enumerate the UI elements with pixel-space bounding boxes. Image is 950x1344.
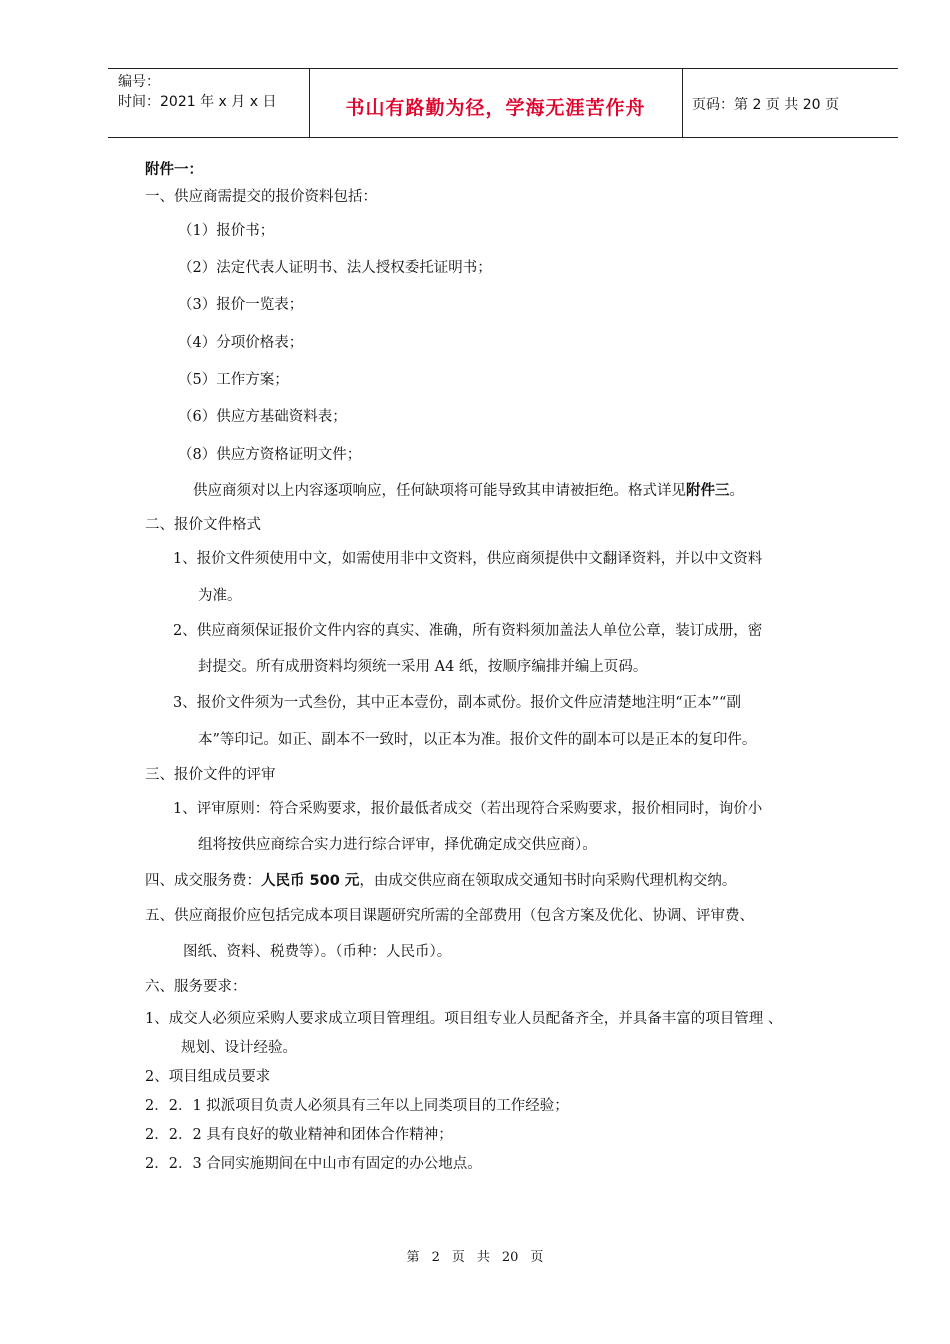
footer-total-word: 共 bbox=[476, 1250, 490, 1265]
section-2-title: 二、报价文件格式 bbox=[145, 517, 261, 533]
section-1-note bbox=[193, 481, 744, 501]
section-5-line: 图纸、资料、税费等）。（币种：人民币）。 bbox=[183, 944, 452, 960]
section-4 bbox=[145, 871, 736, 891]
list-item: （3）报价一览表； bbox=[178, 297, 304, 313]
paragraph-line: 2．2．3 合同实施期间在中山市有固定的办公地点。 bbox=[145, 1156, 482, 1172]
header-left-cell bbox=[108, 69, 310, 137]
footer-page-word-3: 页 bbox=[530, 1250, 544, 1265]
paragraph-line: 1、成交人必须应采购人要求成立项目管理组。项目组专业人员配备齐全，并具备丰富的项目管理 、 bbox=[145, 1011, 783, 1027]
paragraph-line: 封提交。所有成册资料均须统一采用 A4 纸，按顺序编排并编上页码。 bbox=[198, 659, 648, 675]
section-3-title: 三、报价文件的评审 bbox=[145, 767, 276, 783]
header-right-cell bbox=[684, 69, 898, 137]
section-6-title: 六、服务要求： bbox=[145, 979, 247, 995]
paragraph-line: 2．2．2 具有良好的敬业精神和团体合作精神； bbox=[145, 1127, 453, 1143]
paragraph-line: 3、报价文件须为一式叁份，其中正本壹份，副本贰份。报价文件应清楚地注明“正本”“副 bbox=[173, 695, 741, 711]
section-5-line: 五、供应商报价应包括完成本项目课题研究所需的全部费用（包含方案及优化、协调、评审费、 bbox=[145, 908, 754, 924]
list-item: （4）分项价格表； bbox=[178, 335, 304, 351]
paragraph-line: 2．2．1 拟派项目负责人必须具有三年以上同类项目的工作经验； bbox=[145, 1098, 569, 1114]
paragraph-line: 组将按供应商综合实力进行综合评审，择优确定成交供应商）。 bbox=[198, 837, 597, 853]
fee-text: ，由成交供应商在领取成交通知书时向采购代理机构交纳。 bbox=[359, 873, 737, 889]
header-page-info: 页码：第 2 页 共 20 页 bbox=[692, 97, 839, 113]
header-motto: 书山有路勤为径，学海无涯苦作舟 bbox=[345, 97, 646, 119]
paragraph-line: 为准。 bbox=[198, 588, 242, 604]
footer-page-word: 第 bbox=[406, 1250, 420, 1265]
page-header bbox=[108, 68, 898, 138]
list-item: （8）供应方资格证明文件； bbox=[178, 447, 362, 463]
list-item: （1）报价书； bbox=[178, 223, 275, 239]
section-1-title: 一、供应商需提交的报价资料包括： bbox=[145, 189, 377, 205]
fee-amount: 人民币 500 元 bbox=[261, 873, 360, 889]
paragraph-line: 1、报价文件须使用中文，如需使用非中文资料，供应商须提供中文翻译资料，并以中文资料 bbox=[173, 551, 763, 567]
paragraph-line: 本”等印记。如正、副本不一致时，以正本为准。报价文件的副本可以是正本的复印件。 bbox=[198, 732, 757, 748]
paragraph-line: 2、项目组成员要求 bbox=[145, 1069, 271, 1085]
list-item: （2）法定代表人证明书、法人授权委托证明书； bbox=[178, 260, 492, 276]
footer-page-word-2: 页 bbox=[451, 1250, 465, 1265]
page-footer bbox=[0, 1246, 950, 1265]
list-item: （6）供应方基础资料表； bbox=[178, 409, 347, 425]
note-reference: 附件三 bbox=[686, 483, 730, 499]
document-number-label: 编号： bbox=[118, 74, 160, 90]
fee-label: 四、成交服务费： bbox=[145, 873, 261, 889]
footer-page-number: 2 bbox=[431, 1250, 440, 1265]
footer-total-number: 20 bbox=[501, 1250, 519, 1265]
paragraph-line: 规划、设计经验。 bbox=[181, 1040, 297, 1056]
list-item: （5）工作方案； bbox=[178, 372, 289, 388]
header-middle-cell bbox=[309, 69, 683, 137]
note-end: 。 bbox=[729, 483, 744, 499]
document-date-label: 时间：2021 年 x 月 x 日 bbox=[118, 94, 277, 110]
attachment-title: 附件一： bbox=[145, 162, 203, 178]
paragraph-line: 2、供应商须保证报价文件内容的真实、准确，所有资料须加盖法人单位公章，装订成册，密 bbox=[173, 623, 763, 639]
note-text: 供应商须对以上内容逐项响应，任何缺项将可能导致其申请被拒绝。格式详见 bbox=[193, 483, 686, 499]
paragraph-line: 1、评审原则：符合采购要求，报价最低者成交（若出现符合采购要求，报价相同时，询价小 bbox=[173, 801, 763, 817]
